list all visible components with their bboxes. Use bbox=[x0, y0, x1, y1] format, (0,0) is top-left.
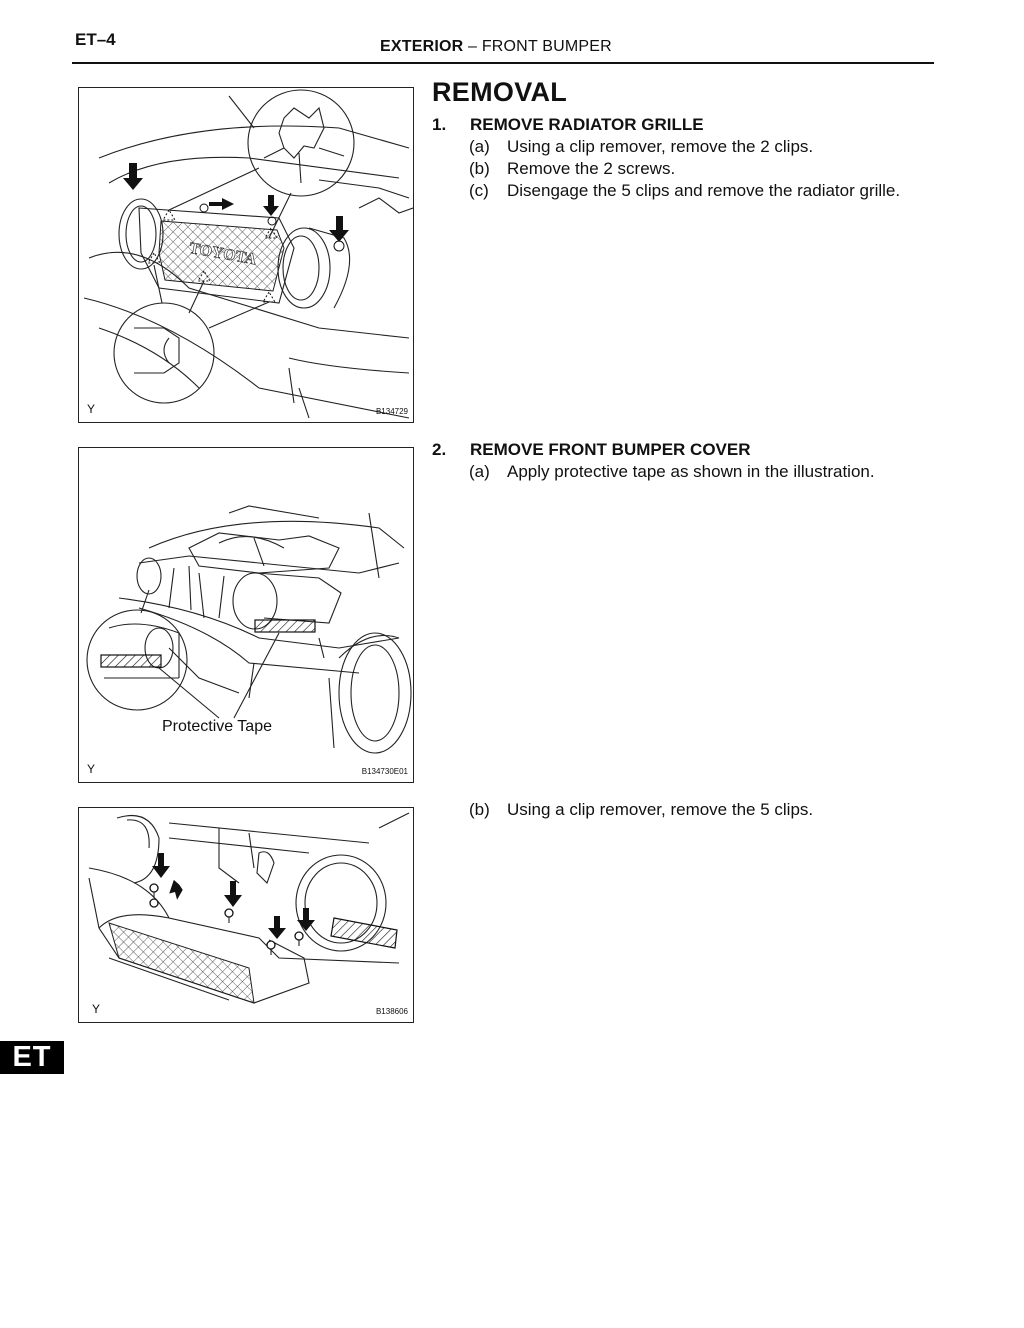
substep-text: Using a clip remover, remove the 2 clips. bbox=[507, 137, 814, 156]
step-number: 2. bbox=[432, 440, 447, 459]
substep bbox=[469, 137, 813, 157]
page-header bbox=[380, 38, 612, 56]
substep-letter: (b) bbox=[469, 800, 490, 819]
section-title: REMOVAL bbox=[432, 77, 568, 107]
header-rule bbox=[72, 62, 934, 64]
page-number: ET–4 bbox=[75, 30, 116, 49]
bumper-clips-illustration bbox=[79, 808, 413, 1022]
substep-letter: (c) bbox=[469, 181, 489, 200]
substep bbox=[469, 159, 675, 179]
step-heading bbox=[432, 440, 751, 460]
figure-protective-tape bbox=[78, 447, 414, 783]
section-side-tab: ET bbox=[0, 1041, 64, 1074]
substep-letter: (a) bbox=[469, 137, 490, 156]
figure-bumper-clips bbox=[78, 807, 414, 1023]
section-name: EXTERIOR bbox=[380, 38, 464, 55]
substep-text: Using a clip remover, remove the 5 clips. bbox=[507, 800, 814, 819]
substep bbox=[469, 462, 875, 482]
subsection-name: FRONT BUMPER bbox=[481, 38, 612, 55]
figure-corner-mark: Y bbox=[92, 1002, 101, 1016]
substep-text: Remove the 2 screws. bbox=[507, 159, 676, 178]
protective-tape-label: Protective Tape bbox=[162, 718, 272, 735]
step-heading bbox=[432, 115, 704, 135]
step-number: 1. bbox=[432, 115, 447, 134]
substep-text: Disengage the 5 clips and remove the radiator grille. bbox=[507, 181, 901, 200]
substep bbox=[469, 800, 813, 820]
substep-letter: (a) bbox=[469, 462, 490, 481]
substep-text: Apply protective tape as shown in the illustration. bbox=[507, 462, 875, 481]
figure-code: B138606 bbox=[375, 1007, 408, 1016]
step-title: REMOVE RADIATOR GRILLE bbox=[470, 115, 704, 134]
substep bbox=[469, 181, 900, 201]
figure-corner-mark: Y bbox=[87, 402, 96, 416]
figure-corner-mark: Y bbox=[87, 762, 96, 776]
figure-code: B134730E01 bbox=[361, 767, 408, 776]
figure-radiator-grille bbox=[78, 87, 414, 423]
grille-emblem: TOYOTA bbox=[187, 239, 258, 269]
substep-letter: (b) bbox=[469, 159, 490, 178]
radiator-grille-illustration bbox=[79, 88, 413, 422]
header-separator: – bbox=[468, 38, 478, 55]
step-title: REMOVE FRONT BUMPER COVER bbox=[470, 440, 751, 459]
figure-code: B134729 bbox=[375, 407, 408, 416]
